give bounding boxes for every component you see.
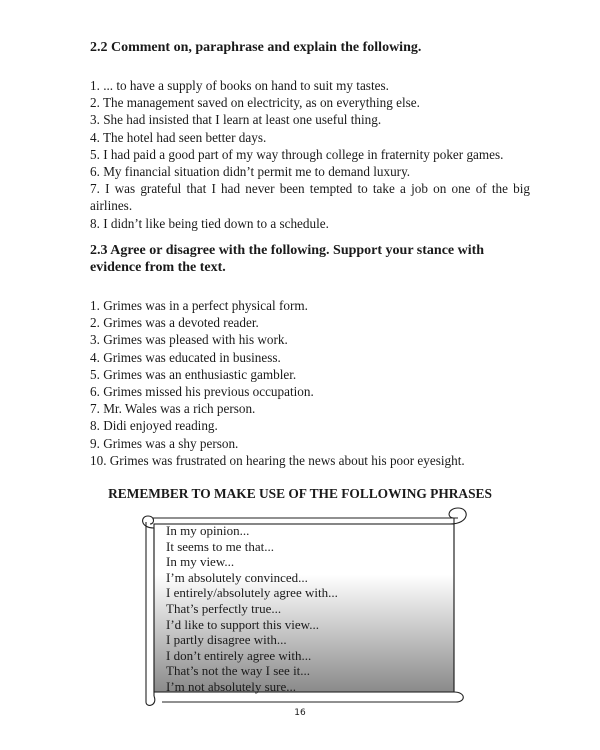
phrase-item: That’s perfectly true... [166,600,282,616]
list-item: 7. I was grateful that I had never been tempted to take a job on one of the big [90,181,530,197]
list-item: 6. My financial situation didn’t permit me to demand luxury. [90,164,411,180]
list-item: 6. Grimes missed his previous occupation. [90,384,314,400]
phrase-item: In my opinion... [166,523,250,538]
section-2-3-heading: 2.3 Agree or disagree with the following. Support your stance with evidence from the text. [90,243,485,275]
list-item: 2. Grimes was a devoted reader. [90,315,259,331]
section-2-3-list [90,297,530,469]
list-item: 5. Grimes was an enthusiastic gambler. [90,366,297,382]
list-item: 1. ... to have a supply of books on hand to suit my tastes. [90,78,389,93]
list-item: 1. Grimes was in a perfect physical form. [90,298,308,313]
list-item: 4. The hotel had seen better days. [90,129,267,145]
list-item: 9. Grimes was a shy person. [90,435,239,451]
phrase-item: I’m absolutely convinced... [166,569,308,585]
phrase-item: I partly disagree with... [166,632,287,648]
phrase-item: I don’t entirely agree with... [166,647,312,663]
list-item: 7. Mr. Wales was a rich person. [90,401,256,417]
list-item-continuation: airlines. [90,198,133,214]
list-item: 10. Grimes was frustrated on hearing the news about his poor eyesight. [90,452,465,468]
phrases-list [166,523,338,695]
phrase-item: In my view... [166,554,235,570]
list-item: 5. I had paid a good part of my way through college in fraternity poker games. [90,146,504,162]
phrase-item: It seems to me that... [166,538,274,554]
list-item: 8. Didi enjoyed reading. [90,418,218,434]
page-number: 16 [294,708,306,718]
list-item: 4. Grimes was educated in business. [90,349,281,365]
list-item: 8. I didn’t like being tied down to a schedule. [90,215,329,231]
phrases-box-title: REMEMBER TO MAKE USE OF THE FOLLOWING PHRASES [108,486,492,501]
phrase-item: I’m not absolutely sure... [166,678,296,694]
section-2-2-list [90,77,530,232]
list-item: 3. Grimes was pleased with his work. [90,332,288,348]
phrase-item: I’d like to support this view... [166,616,319,632]
list-item: 3. She had insisted that I learn at least one useful thing. [90,112,382,128]
section-2-2-heading: 2.2 Comment on, paraphrase and explain the following. [90,40,422,55]
phrase-item: I entirely/absolutely agree with... [166,585,338,601]
phrase-item: That’s not the way I see it... [166,663,311,679]
list-item: 2. The management saved on electricity, as on everything else. [90,95,420,111]
